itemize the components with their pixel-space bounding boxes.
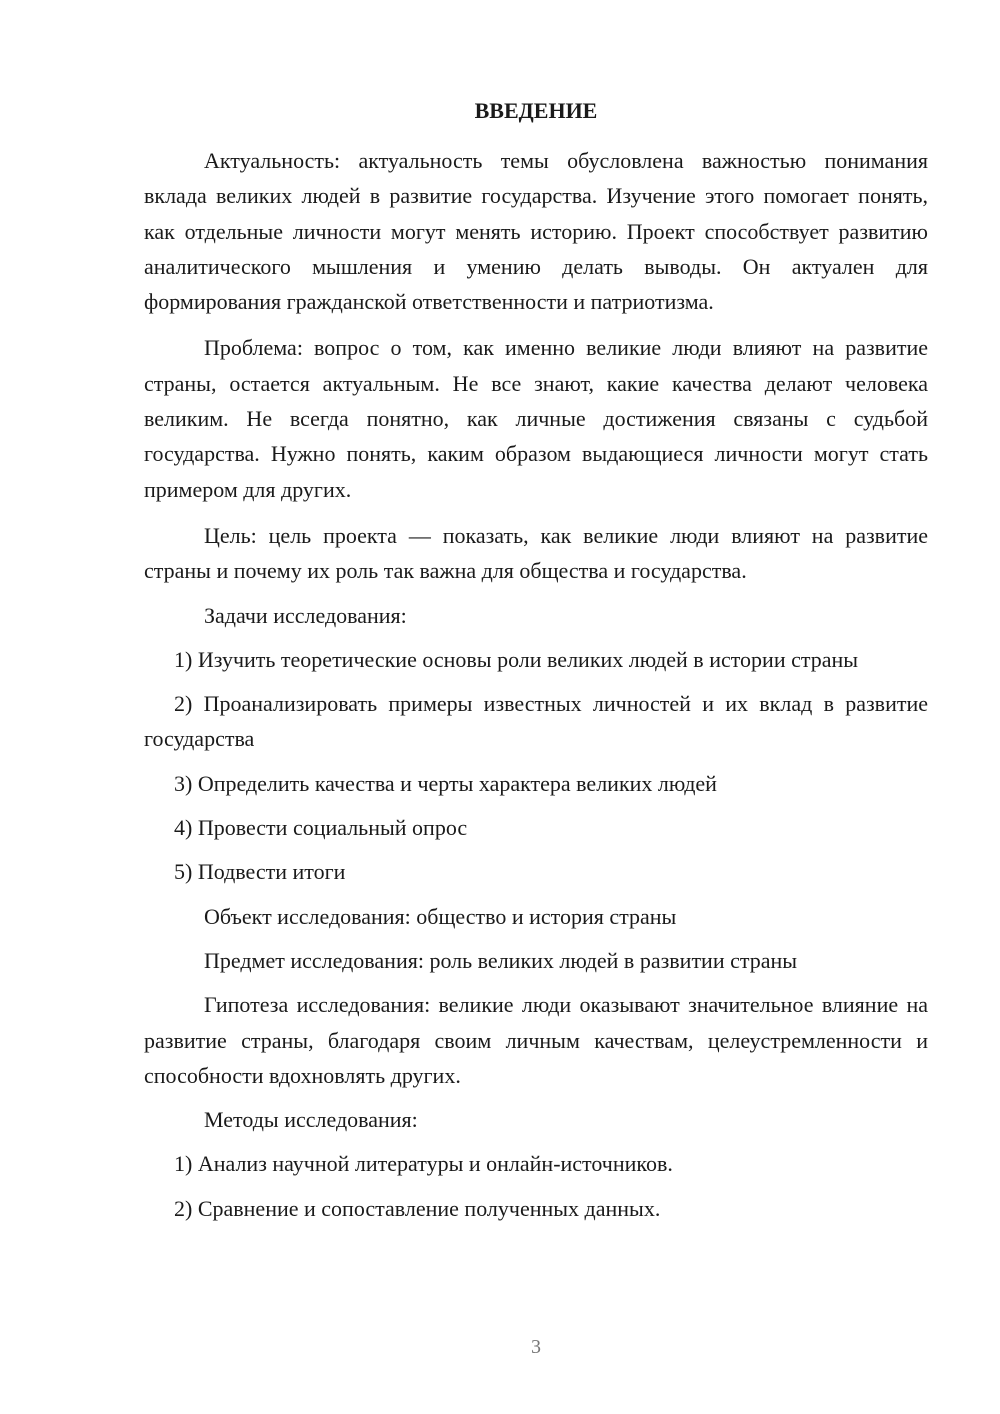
task-item-2: 2) Проанализировать примеры известных личностей и их вклад в развитие государства (144, 691, 928, 752)
research-object: Объект исследования: общество и история страны (204, 903, 677, 929)
relevance-paragraph: Актуальность: актуальность темы обусловлена важностью понимания вклада великих людей в развитие государства. Изучение этого помогает понять, как отдельные личности могут менять историю. Проект способствует развитию аналитического мышления и умению делать выводы. Он актуален для формирования гражданской ответственности и патриотизма. (144, 148, 928, 315)
page-number: 3 (531, 1336, 541, 1358)
research-subject: Предмет исследования: роль великих людей в развитии страны (204, 947, 798, 973)
tasks-heading: Задачи исследования: (204, 602, 407, 628)
task-item-4: 4) Провести социальный опрос (174, 815, 468, 841)
method-item-2: 2) Сравнение и сопоставление полученных данных. (174, 1195, 661, 1221)
document-page (144, 0, 928, 1414)
goal-paragraph: Цель: цель проекта — показать, как великие люди влияют на развитие страны и почему их роль так важна для общества и государства. (144, 522, 928, 584)
problem-paragraph: Проблема: вопрос о том, как именно великие люди влияют на развитие страны, остается актуальным. Не все знают, какие качества делают человека великим. Не всегда понятно, как личные достижения связаны с судьбой государства. Нужно понять, каким образом выдающиеся личности могут стать примером для других. (144, 335, 928, 502)
document-body (144, 143, 928, 1226)
task-item-3: 3) Определить качества и черты характера великих людей (174, 770, 717, 796)
task-item-5: 5) Подвести итоги (174, 859, 346, 885)
task-item-1: 1) Изучить теоретические основы роли великих людей в истории страны (174, 646, 859, 672)
methods-heading: Методы исследования: (204, 1107, 418, 1133)
section-heading: ВВЕДЕНИЕ (474, 98, 598, 123)
method-item-1: 1) Анализ научной литературы и онлайн-источников. (174, 1151, 673, 1177)
hypothesis-paragraph: Гипотеза исследования: великие люди оказывают значительное влияние на развитие страны, благодаря своим личным качествам, целеустремленности и способности вдохновлять других. (144, 992, 928, 1088)
